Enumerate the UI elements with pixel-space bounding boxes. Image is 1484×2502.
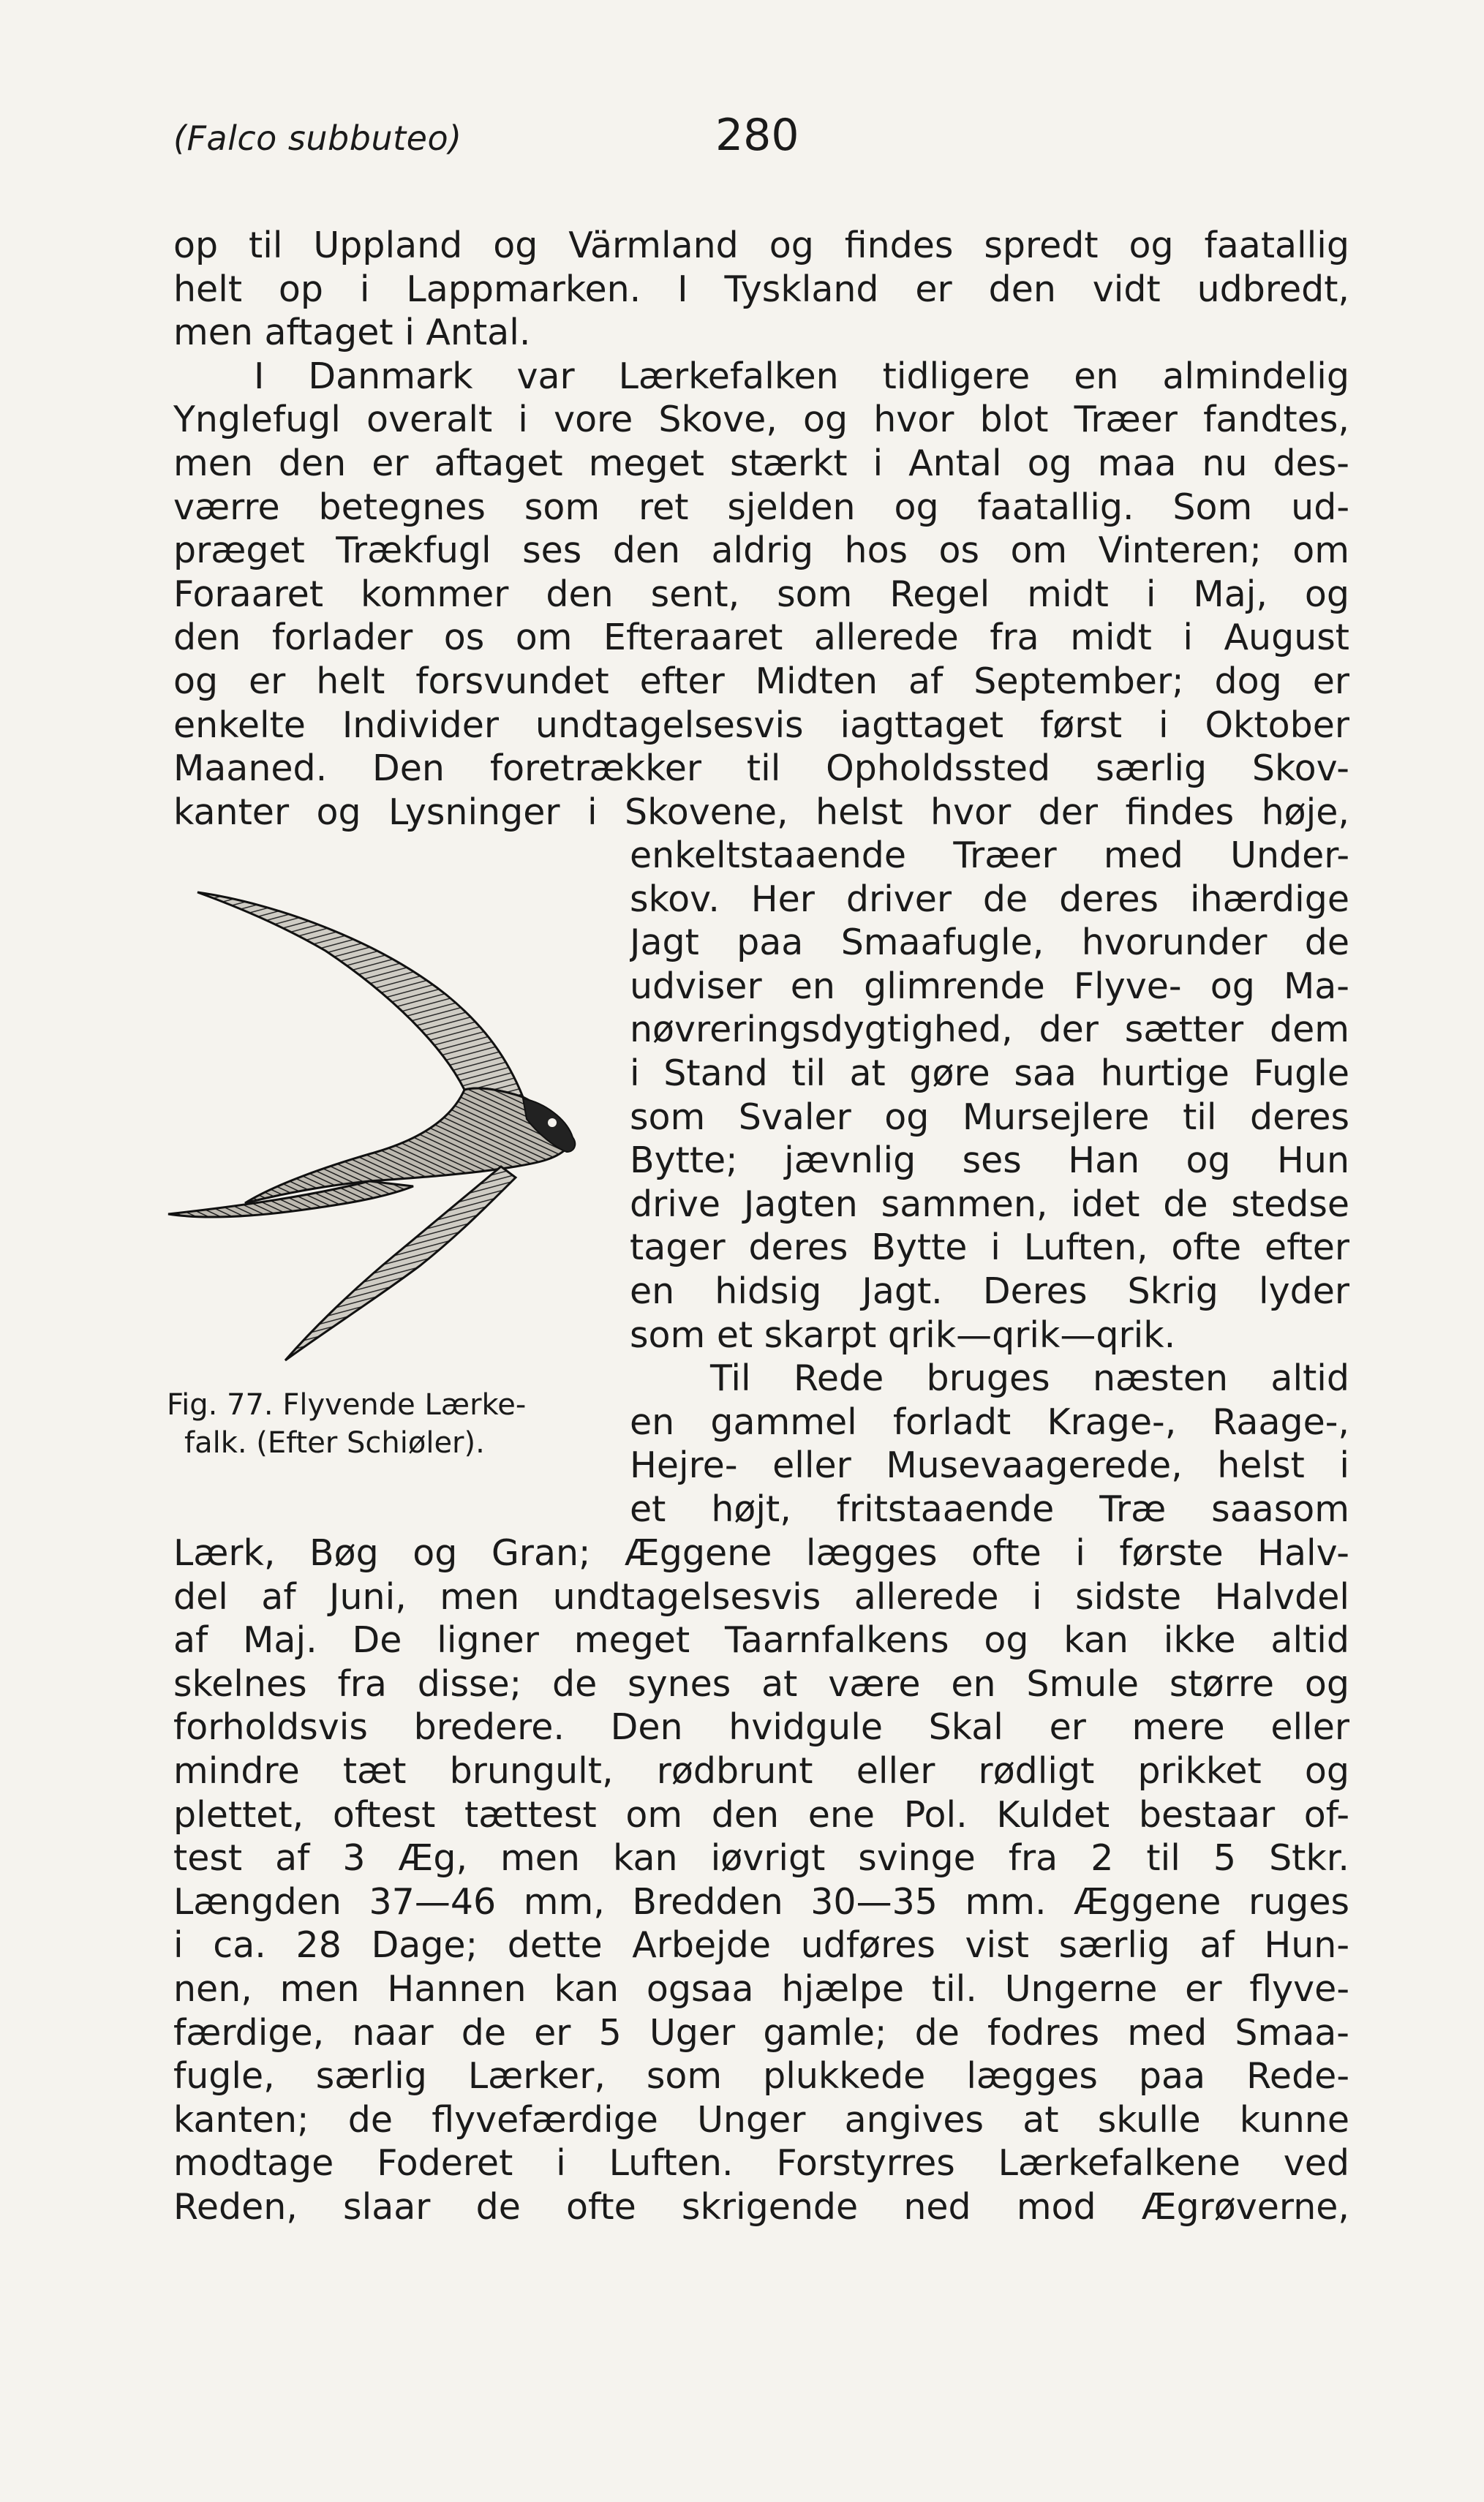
text-line: skov. Her driver de deres ihærdige <box>630 878 1349 920</box>
text-line: enkeltstaaende Træer med Under- <box>630 834 1349 876</box>
text-line: som et skarpt qrik—qrik—qrik. <box>630 1314 1176 1356</box>
text-line: nen, men Hannen kan ogsaa hjælpe til. Ungerne er flyve- <box>173 1967 1349 2010</box>
figure-caption <box>167 1386 606 1462</box>
text-line: helt op i Lappmarken. I Tyskland er den vidt udbredt, <box>173 268 1349 310</box>
text-line: Reden, slaar de ofte skrigende ned mod Ægrøverne, <box>173 2185 1349 2228</box>
body-text-top <box>173 224 1349 834</box>
text-line: i ca. 28 Dage; dette Arbejde udføres vist særlig af Hun- <box>173 1924 1349 1967</box>
text-line: nøvreringsdygtighed, der sætter dem <box>630 1009 1349 1051</box>
text-line: af Maj. De ligner meget Taarnfalkens og kan ikke altid <box>173 1619 1349 1662</box>
text-line: præget Trækfugl ses den aldrig hos os om Vinteren; om <box>173 530 1349 572</box>
text-line: og er helt forsvundet efter Midten af September; dog er <box>173 660 1349 702</box>
text-line: Foraaret kommer den sent, som Regel midt i Maj, og <box>173 573 1349 615</box>
text-line: Lærk, Bøg og Gran; Æggene lægges ofte i første Halv- <box>173 1532 1349 1574</box>
text-line: skelnes fra disse; de synes at være en Smule større og <box>173 1662 1349 1705</box>
text-line: men aftaget i Antal. <box>173 312 531 354</box>
text-line: en hidsig Jagt. Deres Skrig lyder <box>630 1270 1349 1312</box>
text-line: tager deres Bytte i Luften, ofte efter <box>630 1226 1349 1269</box>
text-line: værre betegnes som ret sjelden og faatallig. Som ud- <box>173 486 1349 528</box>
falcon-figure <box>157 870 596 1375</box>
flying-falcon-illustration-icon <box>157 870 596 1375</box>
text-line: Hejre- eller Musevaagerede, helst i <box>630 1444 1349 1487</box>
text-line: som Svaler og Mursejlere til deres <box>630 1096 1349 1138</box>
text-line: men den er aftaget meget stærkt i Antal og maa nu des- <box>173 442 1349 484</box>
caption-line-2: falk. (Efter Schiøler). <box>184 1426 485 1460</box>
text-line: del af Juni, men undtagelsesvis allerede i sidste Halvdel <box>173 1575 1349 1618</box>
text-line: I Danmark var Lærkefalken tidligere en almindelig <box>254 355 1349 397</box>
text-line: forholdsvis bredere. Den hvidgule Skal er mere eller <box>173 1706 1349 1749</box>
text-line: færdige, naar de er 5 Uger gamle; de fodres med Smaa- <box>173 2011 1349 2054</box>
text-line: Jagt paa Smaafugle, hvorunder de <box>630 922 1349 964</box>
text-line: test af 3 Æg, men kan iøvrigt svinge fra 2 til 5 Stkr. <box>173 1837 1349 1880</box>
page-number: 280 <box>715 110 799 161</box>
text-line: Bytte; jævnlig ses Han og Hun <box>630 1139 1349 1182</box>
text-line: udviser en glimrende Flyve- og Ma- <box>630 965 1349 1007</box>
text-line: Til Rede bruges næsten altid <box>710 1357 1349 1400</box>
body-text-bottom <box>173 1531 1349 2229</box>
text-line: fugle, særlig Lærker, som plukkede lægges paa Rede- <box>173 2055 1349 2098</box>
text-line: enkelte Individer undtagelsesvis iagttaget først i Oktober <box>173 704 1349 746</box>
text-line: Længden 37—46 mm, Bredden 30—35 mm. Æggene ruges <box>173 1880 1349 1923</box>
running-head <box>0 110 1484 168</box>
text-line: i Stand til at gøre saa hurtige Fugle <box>630 1052 1349 1094</box>
caption-line-1: Fig. 77. Flyvende Lærke- <box>167 1388 527 1422</box>
text-line: mindre tæt brungult, rødbrunt eller rødligt prikket og <box>173 1749 1349 1792</box>
text-line: op til Uppland og Värmland og findes spredt og faatallig <box>173 225 1349 266</box>
text-line: Ynglefugl overalt i vore Skove, og hvor blot Træer fandtes, <box>173 399 1349 441</box>
text-line: plettet, oftest tættest om den ene Pol. Kuldet bestaar of- <box>173 1793 1349 1836</box>
text-line: en gammel forladt Krage-, Raage-, <box>630 1401 1349 1443</box>
text-line: kanten; de flyvefærdige Unger angives at skulle kunne <box>173 2098 1349 2141</box>
text-line: kanter og Lysninger i Skovene, helst hvor der findes høje, <box>173 791 1349 833</box>
text-line: drive Jagten sammen, idet de stedse <box>630 1183 1349 1225</box>
text-line: et højt, fritstaaende Træ saasom <box>630 1488 1349 1530</box>
body-text-side <box>630 834 1349 1531</box>
running-head-species: (Falco subbuteo) <box>173 118 462 158</box>
text-line: modtage Foderet i Luften. Forstyrres Lærkefalkene ved <box>173 2142 1349 2185</box>
text-line: Maaned. Den foretrækker til Opholdssted særlig Skov- <box>173 747 1349 790</box>
text-line: den forlader os om Efteraaret allerede fra midt i August <box>173 617 1349 659</box>
